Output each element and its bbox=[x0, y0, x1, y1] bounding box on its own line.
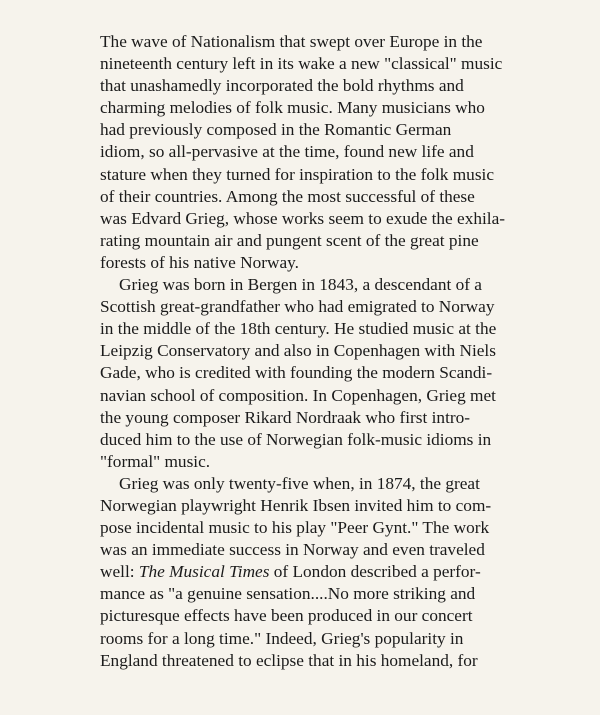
text-line: "formal" music. bbox=[100, 451, 211, 471]
text-line: rooms for a long time." Indeed, Grieg's popularity in bbox=[100, 628, 464, 648]
text-line: navian school of composition. In Copenhagen, Grieg met bbox=[100, 385, 496, 405]
text-line: forests of his native Norway. bbox=[100, 252, 300, 272]
text-line: Scottish great-grandfather who had emigrated to Norway bbox=[100, 297, 495, 317]
text-line: that unashamedly incorporated the bold rhythms and bbox=[100, 76, 464, 96]
text-line: charming melodies of folk music. Many musicians who bbox=[100, 98, 485, 118]
text-line: Gade, who is credited with founding the modern Scandi- bbox=[100, 363, 493, 383]
text-line: was Edvard Grieg, whose works seem to exude the exhila- bbox=[100, 208, 506, 228]
paragraph-3 bbox=[100, 473, 560, 672]
text-line: rating mountain air and pungent scent of the great pine bbox=[100, 230, 479, 250]
text-line: had previously composed in the Romantic German bbox=[100, 120, 452, 140]
text-line: of their countries. Among the most successful of these bbox=[100, 186, 475, 206]
text-line: Grieg was only twenty-five when, in 1874, the great bbox=[119, 473, 480, 493]
text-line: the young composer Rikard Nordraak who first intro- bbox=[100, 407, 471, 427]
publication-title: The Musical Times bbox=[138, 562, 270, 582]
text-fragment: of London described a perfor- bbox=[269, 562, 481, 582]
text-line: Norwegian playwright Henrik Ibsen invited him to com- bbox=[100, 495, 492, 515]
text-line: England threatened to eclipse that in his homeland, for bbox=[100, 650, 478, 670]
text-line: mance as "a genuine sensation....No more striking and bbox=[100, 584, 476, 604]
text-line: in the middle of the 18th century. He studied music at the bbox=[100, 319, 497, 339]
text-fragment: well: bbox=[100, 562, 139, 582]
body-text bbox=[100, 31, 560, 672]
paragraph-1 bbox=[100, 31, 560, 274]
text-line: pose incidental music to his play "Peer Gynt." The work bbox=[100, 518, 490, 538]
paragraph-2 bbox=[100, 274, 560, 473]
text-line: stature when they turned for inspiration to the folk music bbox=[100, 164, 495, 184]
text-line: Grieg was born in Bergen in 1843, a descendant of a bbox=[119, 275, 482, 295]
text-line bbox=[100, 561, 560, 583]
text-line: picturesque effects have been produced in our concert bbox=[100, 606, 473, 626]
text-line: nineteenth century left in its wake a new "classical" music bbox=[100, 54, 503, 74]
text-line: idiom, so all-pervasive at the time, found new life and bbox=[100, 142, 474, 162]
text-line: The wave of Nationalism that swept over Europe in the bbox=[100, 32, 483, 51]
text-line: was an immediate success in Norway and even traveled bbox=[100, 540, 485, 560]
text-line: Leipzig Conservatory and also in Copenhagen with Niels bbox=[100, 341, 496, 361]
text-line: duced him to the use of Norwegian folk-music idioms in bbox=[100, 429, 492, 449]
